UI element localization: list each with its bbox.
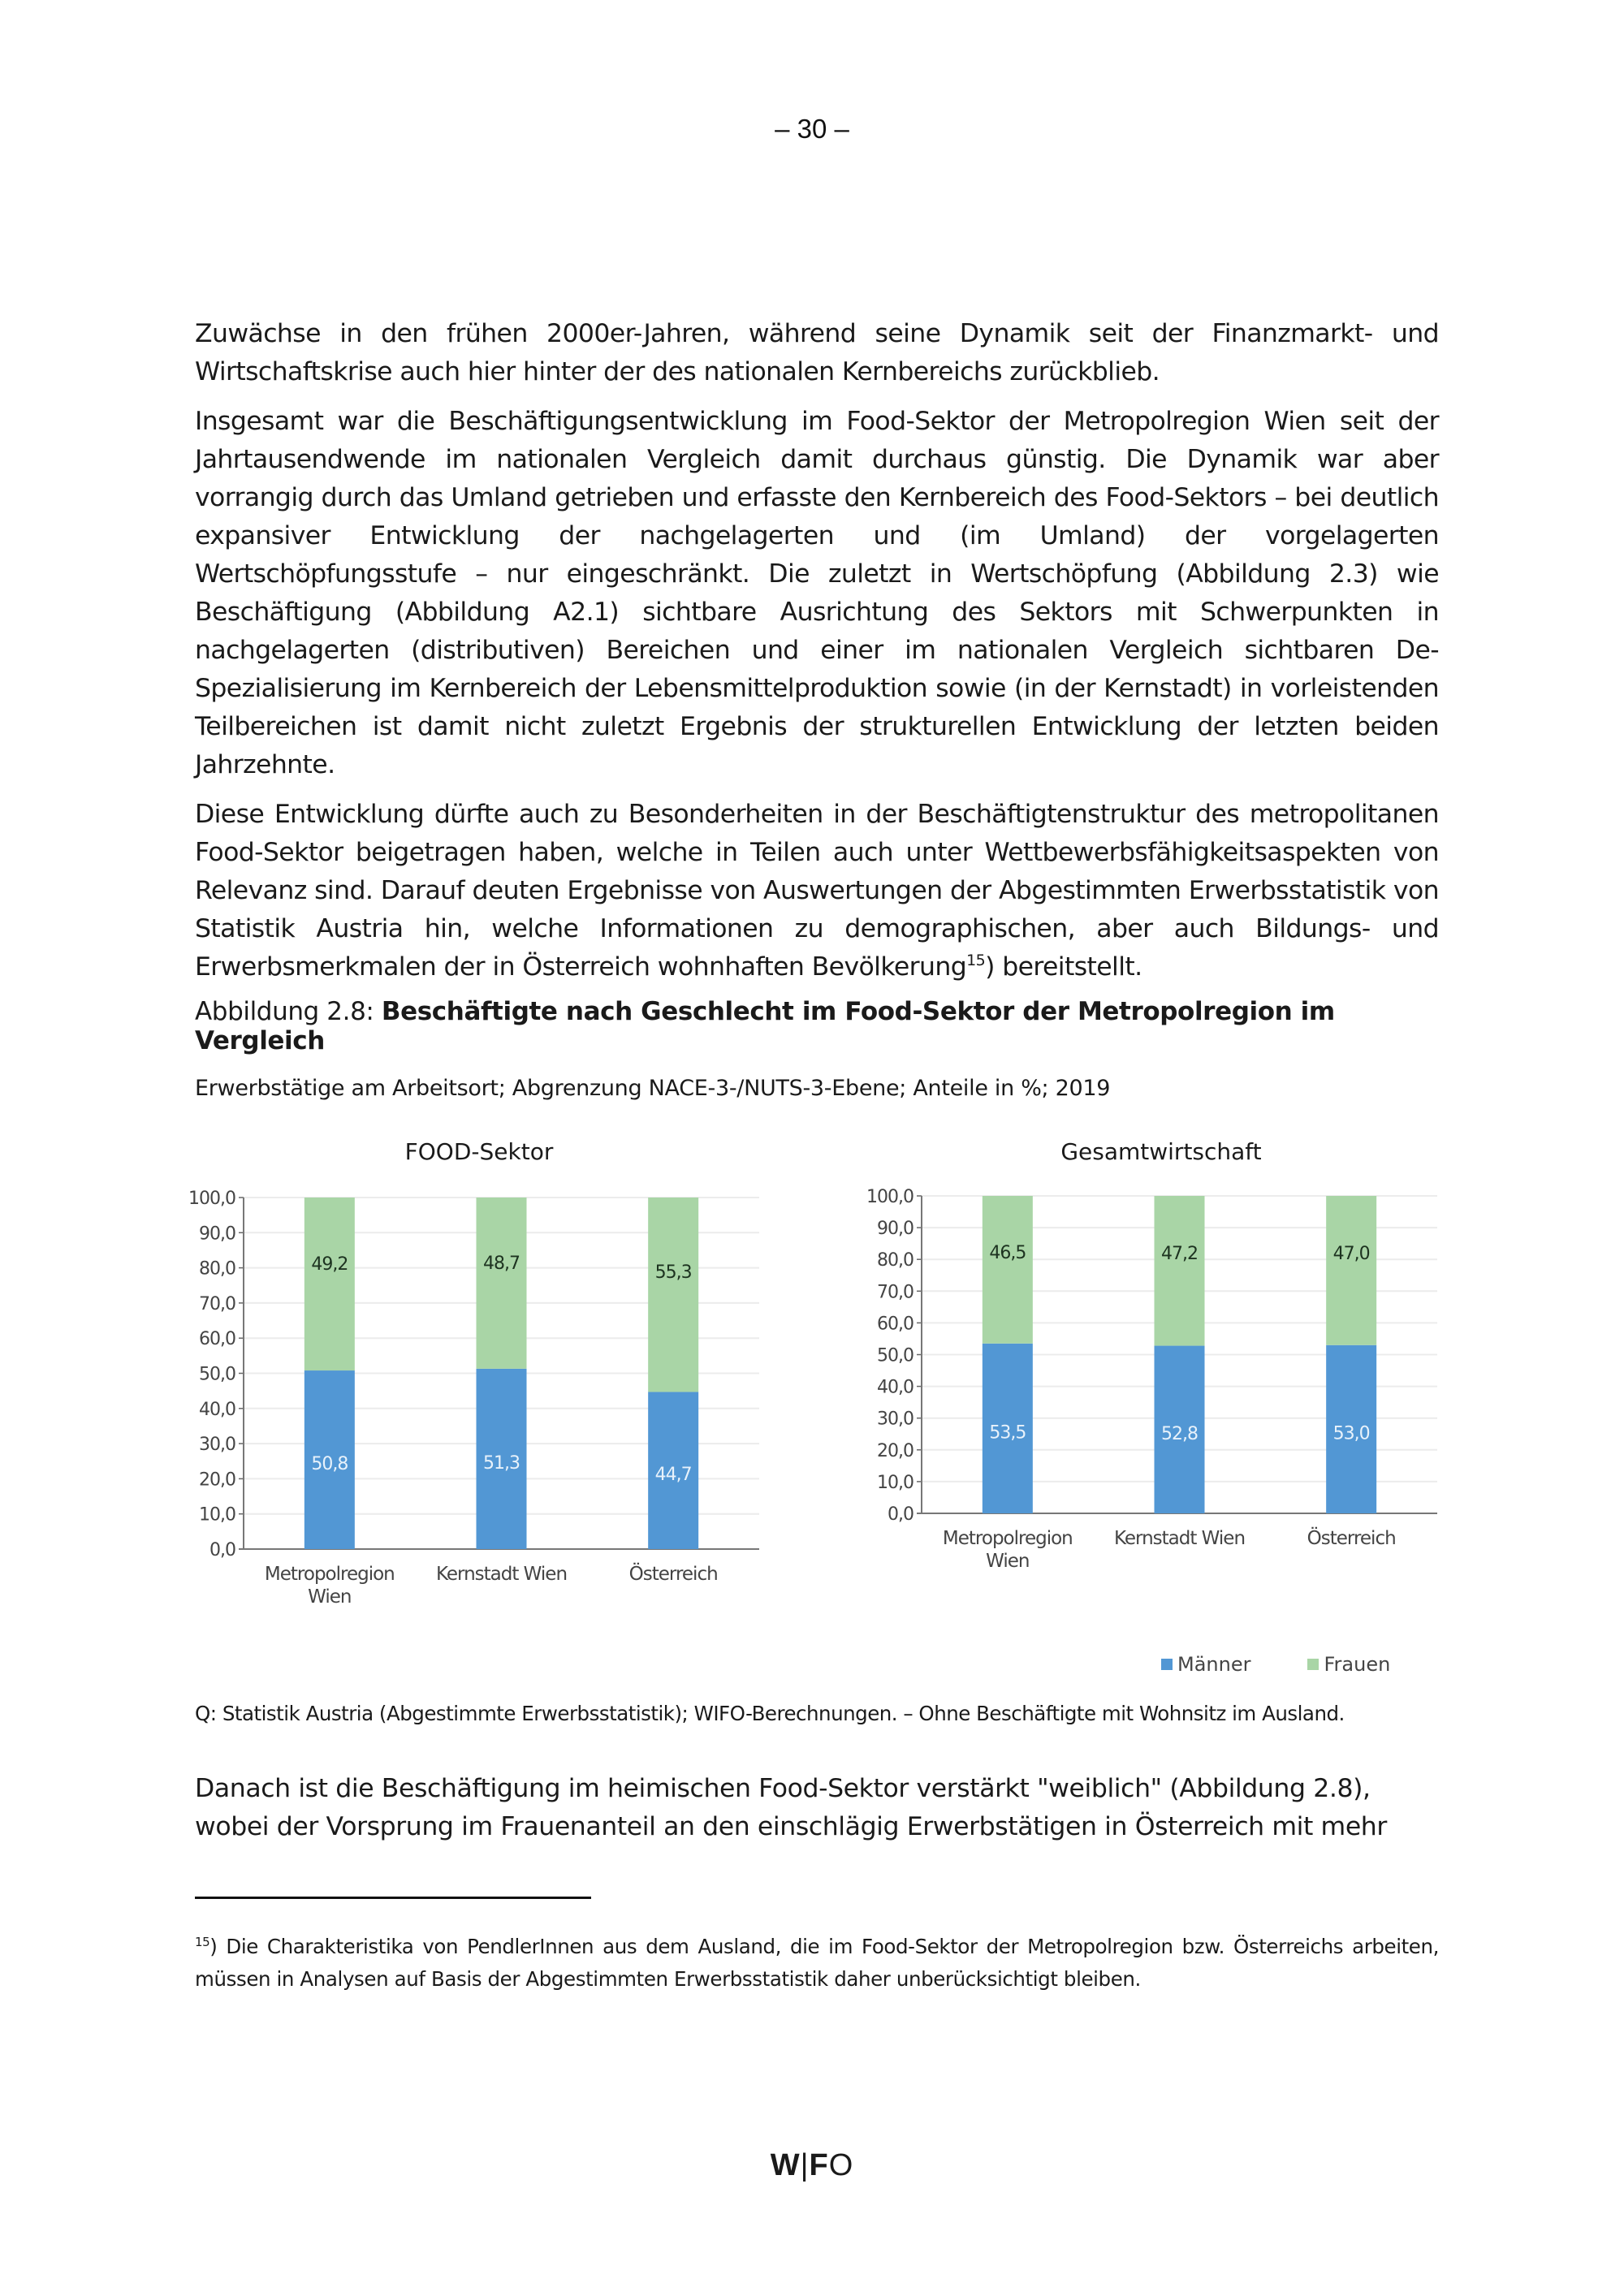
bar-segment-frauen (648, 1198, 698, 1392)
x-tick-label: Österreich (628, 1564, 718, 1585)
y-tick-label: 100,0 (866, 1187, 914, 1207)
data-label: 52,8 (1161, 1423, 1198, 1444)
data-label: 48,7 (483, 1254, 520, 1275)
logo-bar: | (800, 2148, 810, 2182)
y-tick-label: 50,0 (199, 1364, 235, 1385)
y-tick-label: 80,0 (199, 1258, 235, 1280)
data-label: 46,5 (989, 1243, 1026, 1264)
y-tick-label: 0,0 (888, 1504, 914, 1525)
y-tick-label: 0,0 (209, 1540, 235, 1560)
footnote-reference[interactable]: 15 (966, 952, 986, 969)
legend-swatch-frauen (1307, 1659, 1319, 1670)
y-tick-label: 90,0 (877, 1219, 914, 1240)
figure-subtitle: Erwerbstätige am Arbeitsort; Abgrenzung NACE-3-/NUTS-3-Ebene; Anteile in %; 2019 (195, 1076, 1111, 1101)
data-label: 55,3 (654, 1262, 692, 1283)
data-label: 50,8 (311, 1454, 348, 1475)
wifo-logo (0, 2148, 1624, 2183)
paragraph-2: Insgesamt war die Beschäftigungsentwicklung im Food-Sektor der Metropolregion Wien seit der Jahrtausendwende im nationalen Vergleich damit durchaus günstig. Die Dynamik war aber vorrangig durch das Umland getrieben und erfasste den Kernbereich des Food-Sektors – bei deutlich expansiver Entwicklung der nachgelagerten und (im Umland) der vorgelagerten Wertschöpfungsstufe – nur eingeschränkt. Die zuletzt in Wertschöpfung (Abbildung 2.3) wie Beschäftigung (Abbildung A2.1) sichtbare Ausrichtung des Sektors mit Schwerpunkten in nachgelagerten (distributiven) Bereichen und einer im nationalen Vergleich sichtbaren De-Spezialisierung im Kernbereich der Lebensmittelproduktion sowie (in der Kernstadt) in vorleistenden Teilbereichen ist damit nicht zuletzt Ergebnis der strukturellen Entwicklung der letzten beiden Jahrzehnte. (195, 407, 1439, 779)
y-tick-label: 20,0 (877, 1440, 914, 1461)
y-tick-label: 10,0 (877, 1472, 914, 1493)
y-tick-label: 60,0 (199, 1329, 235, 1350)
footnote-text: ) Die Charakteristika von PendlerInnen aus dem Ausland, die im Food-Sektor der Metropolregion bzw. Österreichs arbeiten, müssen in Analysen auf Basis der Abgestimmten Erwerbsstatistik daher unberücksichtigt bleiben. (195, 1935, 1439, 1991)
bar-segment-frauen (1326, 1196, 1376, 1345)
x-tick-label: Kernstadt Wien (435, 1564, 568, 1585)
figure-label: Abbildung 2.8: (195, 997, 382, 1026)
paragraph-3-text: Diese Entwicklung dürfte auch zu Besonderheiten in der Beschäftigtenstruktur des metropolitanen Food-Sektor beigetragen haben, welche in Teilen auch unter Wettbewerbsfähigkeitsaspekten von Relevanz sind. Darauf deuten Ergebnisse von Auswertungen der Abgestimmten Erwerbsstatistik von Statistik Austria hin, welche Informationen zu demographischen, aber auch Bildungs- und Erwerbsmerkmalen der in Österreich wohnhaften Bevölkerung (195, 800, 1439, 982)
figure-source: Q: Statistik Austria (Abgestimmte Erwerbsstatistik); WIFO-Berechnungen. – Ohne Beschäftigte mit Wohnsitz im Ausland. (195, 1702, 1345, 1725)
y-tick-label: 80,0 (877, 1250, 914, 1271)
chart-title-gesamt: Gesamtwirtschaft (1060, 1138, 1262, 1165)
body-text (195, 315, 1439, 998)
bar-segment-frauen (1155, 1196, 1205, 1346)
chart-legend (1161, 1653, 1390, 1676)
bar-segment-frauen (983, 1196, 1033, 1344)
x-tick-label: Wien (986, 1551, 1030, 1572)
figure-caption (195, 997, 1413, 1055)
y-tick-label: 100,0 (188, 1189, 235, 1209)
y-tick-label: 30,0 (877, 1409, 914, 1430)
legend-swatch-maenner (1161, 1659, 1173, 1670)
logo-w: W (770, 2148, 801, 2182)
x-tick-label: Metropolregion (942, 1528, 1073, 1549)
legend-item-frauen (1307, 1653, 1390, 1676)
data-label: 49,2 (311, 1254, 348, 1275)
data-label: 44,7 (654, 1465, 692, 1486)
data-label: 47,0 (1332, 1243, 1370, 1264)
x-tick-label: Kernstadt Wien (1113, 1528, 1246, 1549)
data-label: 53,5 (989, 1422, 1026, 1444)
y-tick-label: 30,0 (199, 1435, 235, 1456)
bar-segment-frauen (304, 1198, 355, 1370)
x-tick-label: Wien (308, 1586, 352, 1608)
figure-title: Beschäftigte nach Geschlecht im Food-Sektor der Metropolregion im Vergleich (195, 997, 1335, 1055)
chart-gesamtwirtschaft (861, 1185, 1462, 1656)
legend-item-maenner (1161, 1653, 1250, 1676)
legend-label-maenner: Männer (1177, 1653, 1251, 1676)
footnote (195, 1931, 1439, 1996)
chart-title-food: FOOD-Sektor (404, 1138, 554, 1165)
logo-f: F (809, 2148, 829, 2182)
y-tick-label: 40,0 (199, 1399, 235, 1420)
logo-o: O (828, 2148, 854, 2182)
data-label: 51,3 (483, 1452, 520, 1474)
y-tick-label: 90,0 (199, 1224, 235, 1245)
y-tick-label: 60,0 (877, 1314, 914, 1335)
legend-label-frauen: Frauen (1324, 1653, 1391, 1676)
paragraph-3-tail: ) bereitstellt. (985, 952, 1142, 982)
paragraph-1: Zuwächse in den frühen 2000er-Jahren, während seine Dynamik seit der Finanzmarkt- und Wirtschaftskrise auch hier hinter der des nationalen Kernbereichs zurückblieb. (195, 319, 1439, 386)
paragraph-3 (195, 796, 1439, 986)
y-tick-label: 70,0 (199, 1293, 235, 1314)
footnote-marker: 15 (195, 1935, 210, 1949)
footnote-divider (195, 1897, 591, 1899)
y-tick-label: 70,0 (877, 1282, 914, 1303)
paragraph-after-figure: Danach ist die Beschäftigung im heimischen Food-Sektor verstärkt "weiblich" (Abbildung 2.8), wobei der Vorsprung im Frauenanteil an den einschlägig Erwerbstätigen in Österreich mit mehr (195, 1774, 1387, 1841)
x-tick-label: Metropolregion (264, 1564, 395, 1585)
chart-food-sektor (179, 1185, 780, 1656)
y-tick-label: 50,0 (877, 1345, 914, 1366)
bar-segment-frauen (477, 1198, 527, 1369)
data-label: 53,0 (1332, 1423, 1370, 1444)
page-number: – 30 – (775, 114, 849, 144)
data-label: 47,2 (1161, 1244, 1198, 1265)
y-tick-label: 10,0 (199, 1504, 235, 1526)
x-tick-label: Österreich (1307, 1528, 1396, 1549)
y-tick-label: 40,0 (877, 1377, 914, 1398)
y-tick-label: 20,0 (199, 1470, 235, 1491)
